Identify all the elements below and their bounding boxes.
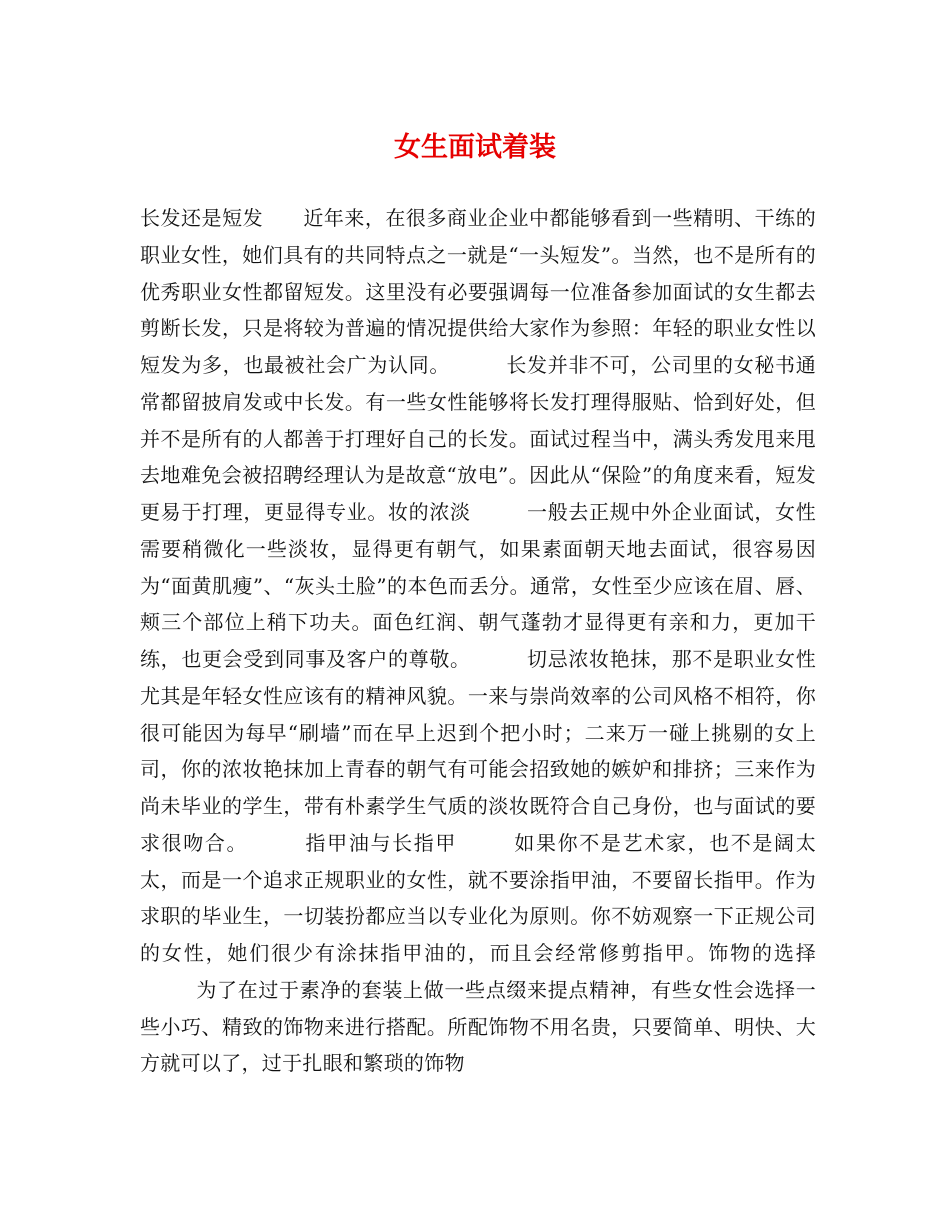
paragraph: 如果你不是艺术家，也不是阔太太，而是一个追求正规职业的女性，就不要涂指甲油，不要留长指甲。作为求职的毕业生，一切装扮都应当以专业化为原则。你不妨观察一下正规公司的女性，她们很少有涂抹指甲油的，而且会经常修剪指甲。 — [140, 830, 816, 965]
paragraph: 切忌浓妆艳抹，那不是职业女性尤其是年轻女性应该有的精神风貌。一来与崇尚效率的公司风格不相符，你很可能因为每早“刷墙”而在早上迟到个把小时；二来万一碰上挑剔的女上司，你的浓妆艳抹加上青春的朝气有可能会招致她的嫉妒和排挤；三来作为尚未毕业的学生，带有朴素学生气质的淡妆既符合自己身份，也与面试的要求很吻合。 — [140, 647, 816, 855]
paragraph: 长发并非不可，公司里的女秘书通常都留披肩发或中长发。有一些女性能够将长发打理得服贴、恰到好处，但并不是所有的人都善于打理好自己的长发。面试过程当中，满头秀发甩来甩去地难免会被招聘经理认为是故意“放电”。因此从“保险”的角度来看，短发更易于打理，更显得专业。 — [140, 353, 816, 524]
paragraph: 为了在过于素净的套装上做一些点缀来提点精神，有些女性会选择一些小巧、精致的饰物来进行搭配。所配饰物不用名贵，只要简单、明快、大方就可以了，过于扎眼和繁琐的饰物 — [140, 977, 816, 1076]
section-heading: 饰物的选择 — [708, 941, 816, 965]
document-body — [140, 200, 816, 1082]
section-heading: 指甲油与长指甲 — [304, 830, 458, 855]
document-title: 女生面试着装 — [394, 132, 556, 163]
paragraph: 一般去正规中外企业面试，女性需要稍微化一些淡妆，显得更有朝气，如果素面朝天地去面试，很容易因为“面黄肌瘦”、“灰头土脸”的本色而丢分。通常，女性至少应该在眉、唇、颊三个部位上稍下功夫。面色红润、朝气蓬勃才显得更有亲和力，更加干练，也更会受到同事及客户的尊敬。 — [140, 500, 816, 671]
section-heading: 妆的浓淡 — [388, 500, 471, 524]
paragraph: 近年来，在很多商业企业中都能够看到一些精明、干练的职业女性，她们具有的共同特点之一就是“一头短发”。当然，也不是所有的优秀职业女性都留短发。这里没有必要强调每一位准备参加面试的女生都去剪断长发，只是将较为普遍的情况提供给大家作为参照：年轻的职业女性以短发为多，也最被社会广为认同。 — [140, 206, 817, 377]
section-heading: 长发还是短发 — [140, 206, 264, 230]
